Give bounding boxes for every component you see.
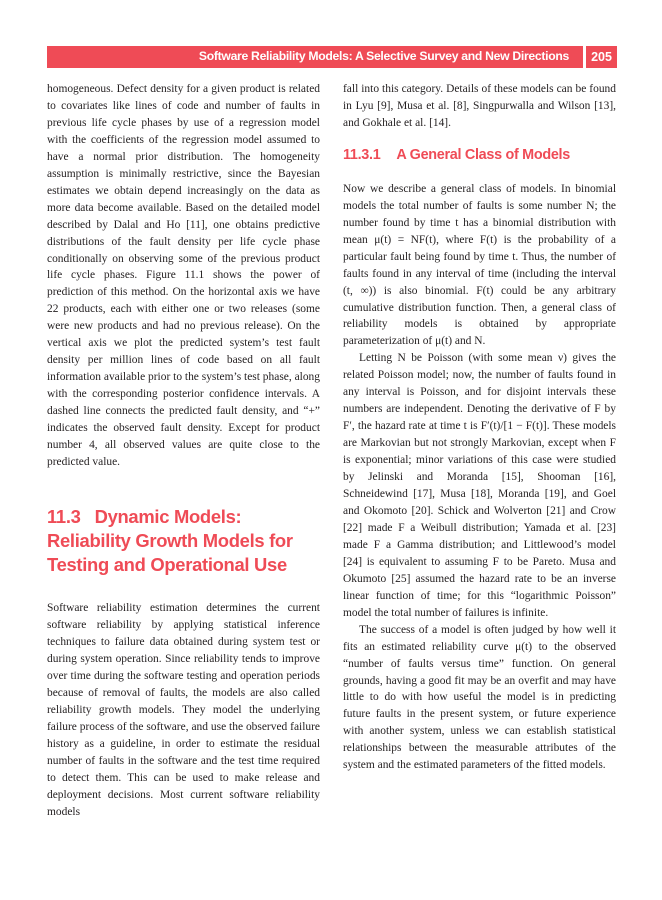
subsection-heading [343,146,616,164]
subsection-number: 11.3.1 [343,146,381,163]
section-title: Dynamic Models: Reliability Growth Models for Testing and Operational Use [47,505,293,575]
page-number: 205 [586,46,617,68]
body-paragraph: fall into this category. Details of these models can be found in Lyu [9], Musa et al. [8], Singpurwalla and Wilson [13], and Gokhale et al. [14]. [343,83,616,129]
body-paragraph: Now we describe a general class of models. In binomial models the total number of faults is some number N; the number found by time t has a binomial distribution with mean μ(t) = NF(t), where F(t) is the probability of a particular fault being found by time t. Thus, the number of faults found in any interval of time (including the interval (t, ∞)) is also binomial. F(t) could be any arbitrary cumulative distribution function. Then, a general class of reliability models is obtained by appropriate parameterization of μ(t) and N. [343,182,616,348]
body-paragraph: Letting N be Poisson (with some mean ν) gives the related Poisson model; now, the number of faults found in any interval is Poisson, and for disjoint intervals these numbers are independent. Denoting the derivative of F by F′, the hazard rate at time t is F′(t)/[1 − F(t)]. These models are Markovian but not strongly Markovian, except when F is exponential; minor variations of this case were studied by Jelinski and Moranda [15], Shooman [16], Schneidewind [17], Musa [18], Moranda [19], and Goel and Okomoto [20]. Schick and Wolverton [21] and Crow [22] made F a Weibull distribution; Yamada et al. [23] made F a Gamma distribution; and Littlewood’s model [24] is equivalent to assuming F to be Pareto. Musa and Okumoto [25] assumed the hazard rate to be an inverse linear function of time; for this “logarithmic Poisson” model the total number of failures is infinite. [343,352,616,619]
left-column [47,81,320,821]
body-paragraph: The success of a model is often judged by how well it fits an estimated reliability curve μ(t) to the observed “number of faults versus time” function. On general grounds, having a good fit may be an overfit and may have little to do with how useful the model is in predicting future faults in the present system, or future experience with another system, unless we can establish statistical relationships between the measurable attributes of the system and the estimated parameters of the fitted models. [343,623,616,772]
section-heading [47,505,320,576]
body-paragraph: Software reliability estimation determines the current software reliability by applying statistical inference techniques to failure data obtained during system test or during system operation. Since reliability tends to improve over time during the software testing and operation periods because of removal of faults, the models are also called reliability growth models. They model the underlying failure process of the software, and use the observed failure history as a guideline, in order to estimate the residual number of faults in the software and the test time required to detect them. This can be used to make release and deployment decisions. Most current software reliability models [47,602,320,818]
right-column [343,81,616,774]
running-header [47,46,583,68]
section-number: 11.3 [47,505,81,527]
subsection-title: A General Class of Models [396,146,570,163]
body-paragraph: homogeneous. Defect density for a given product is related to covariates like lines of code and number of faults in previous life cycle phases by use of a regression model with the coefficients of the regression model assumed to have a normal prior distribution. The homogeneity assumption is minimally restrictive, since the Bayesian estimates we obtain depend increasingly on the data as more data become available. Based on the detailed model described by Dalal and Ho [11], one obtains predictive distributions of the fault density per life cycle phase conditionally on observing some of the previous product life cycle phases. Figure 11.1 shows the power of prediction of this method. On the horizontal axis we have 22 products, each with either one or two releases (some were new products and had no previous release). On the vertical axis we plot the predicted system’s test fault density per million lines of code based on all fault information available prior to the system’s test phase, along with the corresponding posterior confidence intervals. A dashed line connects the predicted fault density, and “+” indicates the observed fault density. Except for product number 4, all observed values are quite close to the predicted value. [47,83,320,468]
running-title: Software Reliability Models: A Selective Survey and New Directions [198,49,569,63]
